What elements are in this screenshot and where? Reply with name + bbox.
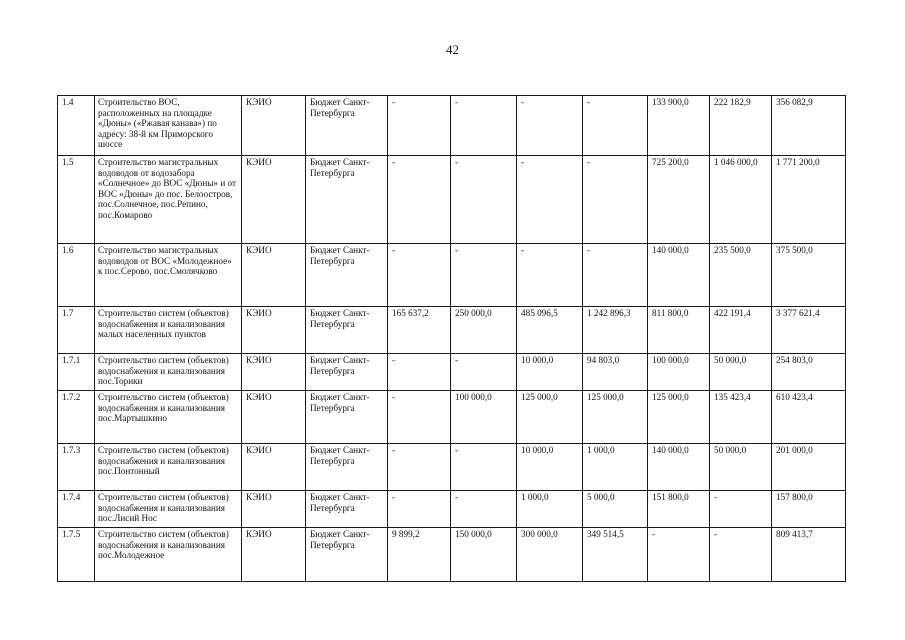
total-value-cell: 254 803,0	[772, 354, 846, 391]
value-col-1-cell: -	[388, 354, 451, 391]
row-name-cell: Строительство ВОС, расположенных на площадке «Дюны» («Ржавая канава») по адресу: 38-й км Приморского шоссе	[95, 96, 242, 156]
value-col-1-cell: -	[388, 156, 451, 244]
table-row	[58, 391, 846, 444]
row-code-cell: 1.7.2	[58, 391, 95, 444]
value-col-3-cell: 1 000,0	[517, 491, 583, 528]
value-col-6-cell: 235 500,0	[710, 244, 772, 307]
total-value-cell: 610 423,4	[772, 391, 846, 444]
row-source-cell: Бюджет Санкт-Петербурга	[306, 528, 388, 582]
table-body	[58, 96, 846, 582]
row-executor-cell: КЭИО	[242, 491, 306, 528]
row-name-cell: Строительство систем (объектов) водоснабжения и канализования пос.Торики	[95, 354, 242, 391]
value-col-2-cell: 100 000,0	[451, 391, 517, 444]
value-col-3-cell: -	[517, 156, 583, 244]
row-name-cell: Строительство систем (объектов) водоснабжения и канализования малых населенных пунктов	[95, 307, 242, 354]
table-row	[58, 244, 846, 307]
total-value-cell: 157 800,0	[772, 491, 846, 528]
table-row	[58, 307, 846, 354]
value-col-3-cell: -	[517, 96, 583, 156]
total-value-cell: 356 082,9	[772, 96, 846, 156]
budget-table	[57, 95, 846, 582]
value-col-6-cell: 222 182,9	[710, 96, 772, 156]
row-executor-cell: КЭИО	[242, 96, 306, 156]
row-executor-cell: КЭИО	[242, 391, 306, 444]
total-value-cell: 1 771 200,0	[772, 156, 846, 244]
value-col-6-cell: -	[710, 491, 772, 528]
row-executor-cell: КЭИО	[242, 307, 306, 354]
value-col-5-cell: 151 800,0	[648, 491, 710, 528]
total-value-cell: 809 413,7	[772, 528, 846, 582]
row-code-cell: 1.7.3	[58, 444, 95, 491]
row-source-cell: Бюджет Санкт-Петербурга	[306, 96, 388, 156]
table-row	[58, 444, 846, 491]
row-executor-cell: КЭИО	[242, 156, 306, 244]
table-row	[58, 96, 846, 156]
row-source-cell: Бюджет Санкт-Петербурга	[306, 444, 388, 491]
value-col-6-cell: 135 423,4	[710, 391, 772, 444]
row-name-cell: Строительство систем (объектов) водоснабжения и канализования пос.Мартышкино	[95, 391, 242, 444]
value-col-5-cell: 811 800,0	[648, 307, 710, 354]
row-name-cell: Строительство систем (объектов) водоснабжения и канализования пос.Лисий Нос	[95, 491, 242, 528]
value-col-2-cell: -	[451, 244, 517, 307]
value-col-4-cell: -	[583, 96, 648, 156]
row-source-cell: Бюджет Санкт-Петербурга	[306, 391, 388, 444]
value-col-1-cell: -	[388, 244, 451, 307]
row-code-cell: 1.6	[58, 244, 95, 307]
value-col-1-cell: -	[388, 391, 451, 444]
value-col-5-cell: 140 000,0	[648, 444, 710, 491]
row-source-cell: Бюджет Санкт-Петербурга	[306, 156, 388, 244]
total-value-cell: 3 377 621,4	[772, 307, 846, 354]
value-col-6-cell: -	[710, 528, 772, 582]
value-col-4-cell: -	[583, 244, 648, 307]
row-code-cell: 1.5	[58, 156, 95, 244]
value-col-4-cell: 5 000,0	[583, 491, 648, 528]
value-col-6-cell: 1 046 000,0	[710, 156, 772, 244]
value-col-1-cell: -	[388, 444, 451, 491]
value-col-2-cell: 250 000,0	[451, 307, 517, 354]
table-row	[58, 491, 846, 528]
row-code-cell: 1.7.1	[58, 354, 95, 391]
value-col-4-cell: 349 514,5	[583, 528, 648, 582]
row-source-cell: Бюджет Санкт-Петербурга	[306, 307, 388, 354]
value-col-3-cell: 485 096,5	[517, 307, 583, 354]
value-col-5-cell: 133 900,0	[648, 96, 710, 156]
value-col-6-cell: 422 191,4	[710, 307, 772, 354]
row-executor-cell: КЭИО	[242, 244, 306, 307]
value-col-2-cell: -	[451, 156, 517, 244]
total-value-cell: 201 000,0	[772, 444, 846, 491]
table-row	[58, 528, 846, 582]
value-col-3-cell: 10 000,0	[517, 444, 583, 491]
value-col-3-cell: 125 000,0	[517, 391, 583, 444]
row-code-cell: 1.4	[58, 96, 95, 156]
value-col-5-cell: 140 000,0	[648, 244, 710, 307]
row-source-cell: Бюджет Санкт-Петербурга	[306, 244, 388, 307]
total-value-cell: 375 500,0	[772, 244, 846, 307]
value-col-4-cell: 1 242 896,3	[583, 307, 648, 354]
value-col-4-cell: 1 000,0	[583, 444, 648, 491]
value-col-2-cell: -	[451, 96, 517, 156]
value-col-5-cell: 725 200,0	[648, 156, 710, 244]
value-col-2-cell: -	[451, 444, 517, 491]
value-col-5-cell: -	[648, 528, 710, 582]
value-col-4-cell: -	[583, 156, 648, 244]
value-col-1-cell: 165 637,2	[388, 307, 451, 354]
value-col-4-cell: 94 803,0	[583, 354, 648, 391]
value-col-1-cell: -	[388, 96, 451, 156]
row-name-cell: Строительство магистральных водоводов от водозабора «Солнечное» до ВОС «Дюны» и от ВОС «Дюны» до пос. Белоостров, пос.Солнечное, пос.Репино, пос.Комарово	[95, 156, 242, 244]
value-col-2-cell: -	[451, 354, 517, 391]
value-col-3-cell: -	[517, 244, 583, 307]
value-col-5-cell: 100 000,0	[648, 354, 710, 391]
table-row	[58, 156, 846, 244]
row-source-cell: Бюджет Санкт-Петербурга	[306, 491, 388, 528]
value-col-5-cell: 125 000,0	[648, 391, 710, 444]
row-name-cell: Строительство систем (объектов) водоснабжения и канализования пос.Молодежное	[95, 528, 242, 582]
row-code-cell: 1.7.4	[58, 491, 95, 528]
page-number: 42	[446, 42, 459, 57]
value-col-6-cell: 50 000,0	[710, 444, 772, 491]
value-col-1-cell: 9 899,2	[388, 528, 451, 582]
value-col-3-cell: 10 000,0	[517, 354, 583, 391]
value-col-2-cell: 150 000,0	[451, 528, 517, 582]
row-code-cell: 1.7	[58, 307, 95, 354]
value-col-4-cell: 125 000,0	[583, 391, 648, 444]
row-source-cell: Бюджет Санкт-Петербурга	[306, 354, 388, 391]
value-col-2-cell: -	[451, 491, 517, 528]
row-executor-cell: КЭИО	[242, 354, 306, 391]
row-code-cell: 1.7.5	[58, 528, 95, 582]
value-col-3-cell: 300 000,0	[517, 528, 583, 582]
value-col-1-cell: -	[388, 491, 451, 528]
table-row	[58, 354, 846, 391]
row-executor-cell: КЭИО	[242, 444, 306, 491]
row-name-cell: Строительство систем (объектов) водоснабжения и канализования пос.Понтонный	[95, 444, 242, 491]
row-name-cell: Строительство магистральных водоводов от ВОС «Молодежное» к пос.Серово, пос.Смолячково	[95, 244, 242, 307]
row-executor-cell: КЭИО	[242, 528, 306, 582]
value-col-6-cell: 50 000,0	[710, 354, 772, 391]
